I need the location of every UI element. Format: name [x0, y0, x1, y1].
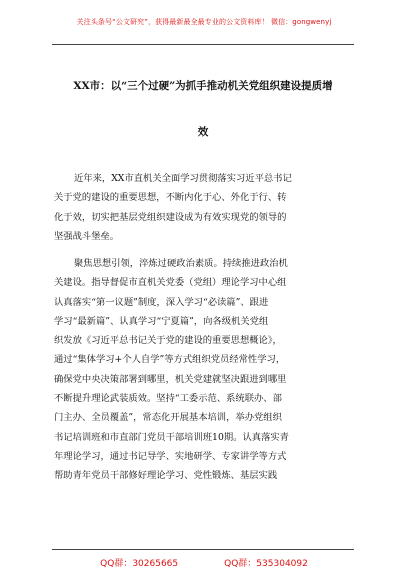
- header-divider: [52, 44, 354, 45]
- footer: [0, 551, 408, 573]
- paragraph-2-line: 确保党中央决策部署到哪里，机关党建就坚决跟进到哪里: [54, 373, 287, 385]
- paragraph-2-line: 帮助青年党员干部修好理论学习、党性锻炼、基层实践: [54, 470, 278, 482]
- document-title-line-2: 效: [197, 126, 209, 138]
- paragraph-2-line: 织发放《习近平总书记关于党的建设的重要思想概论》，: [54, 335, 282, 347]
- paragraph-2-line: 年理论学习，通过书记导学、实地研学、专家讲学等方式: [54, 450, 287, 462]
- paragraph-2-line: 不断提升理论武装质效。坚持“工委示范、系统联办、部: [54, 393, 282, 405]
- paragraph-2-line: 认真落实“第一议题”制度，深入学习“必读篇”、跟进: [54, 296, 269, 308]
- paragraph-2-line: 聚焦思想引领，淬炼过硬政治素质。持续推进政治机: [74, 258, 288, 269]
- paragraph-1-line: 化于效，切实把基层党组织建设成为有效实现党的领导的: [54, 211, 287, 223]
- footer-qq-group-1: QQ群：30265665: [100, 558, 179, 569]
- footer-divider: [52, 549, 354, 550]
- paragraph-2-line: 门主办、全员覆盖”，常态化开展基本培训，举办党组织: [54, 412, 282, 424]
- paragraph-1-line: 关于党的建设的重要思想，不断内化于心、外化于行、转: [54, 192, 287, 204]
- paragraph-2: [54, 254, 356, 486]
- paragraph-2-line: 书记培训班和市直部门党员干部培训班10期。认真落实青: [54, 431, 289, 443]
- header-banner: [0, 0, 408, 44]
- paragraph-2-line: 学习“最新篇”、认真学习“宁夏篇”，向各级机关党组: [54, 315, 269, 327]
- paragraph-2-line: 通过“集体学习+个人自学”等方式组织党员经常性学习，: [54, 354, 286, 366]
- paragraph-2-line: 关建设。指导督促市直机关党委（党组）理论学习中心组: [54, 277, 287, 289]
- paragraph-1-line: 近年来，XX市直机关全面学习贯彻落实习近平总书记: [74, 173, 292, 184]
- footer-qq-group-2: QQ群：535304092: [224, 558, 308, 569]
- paragraph-1: [54, 169, 356, 246]
- document-title-line-1: XX市：以“三个过硬”为抓手推动机关党组织建设提质增: [73, 80, 333, 92]
- paragraph-1-line: 坚强战斗堡垒。: [54, 230, 120, 242]
- header-banner-text: 关注头条号“公文研究”，获得最新最全最专业的公文资料库！ 微信：gongwenyj: [76, 18, 332, 26]
